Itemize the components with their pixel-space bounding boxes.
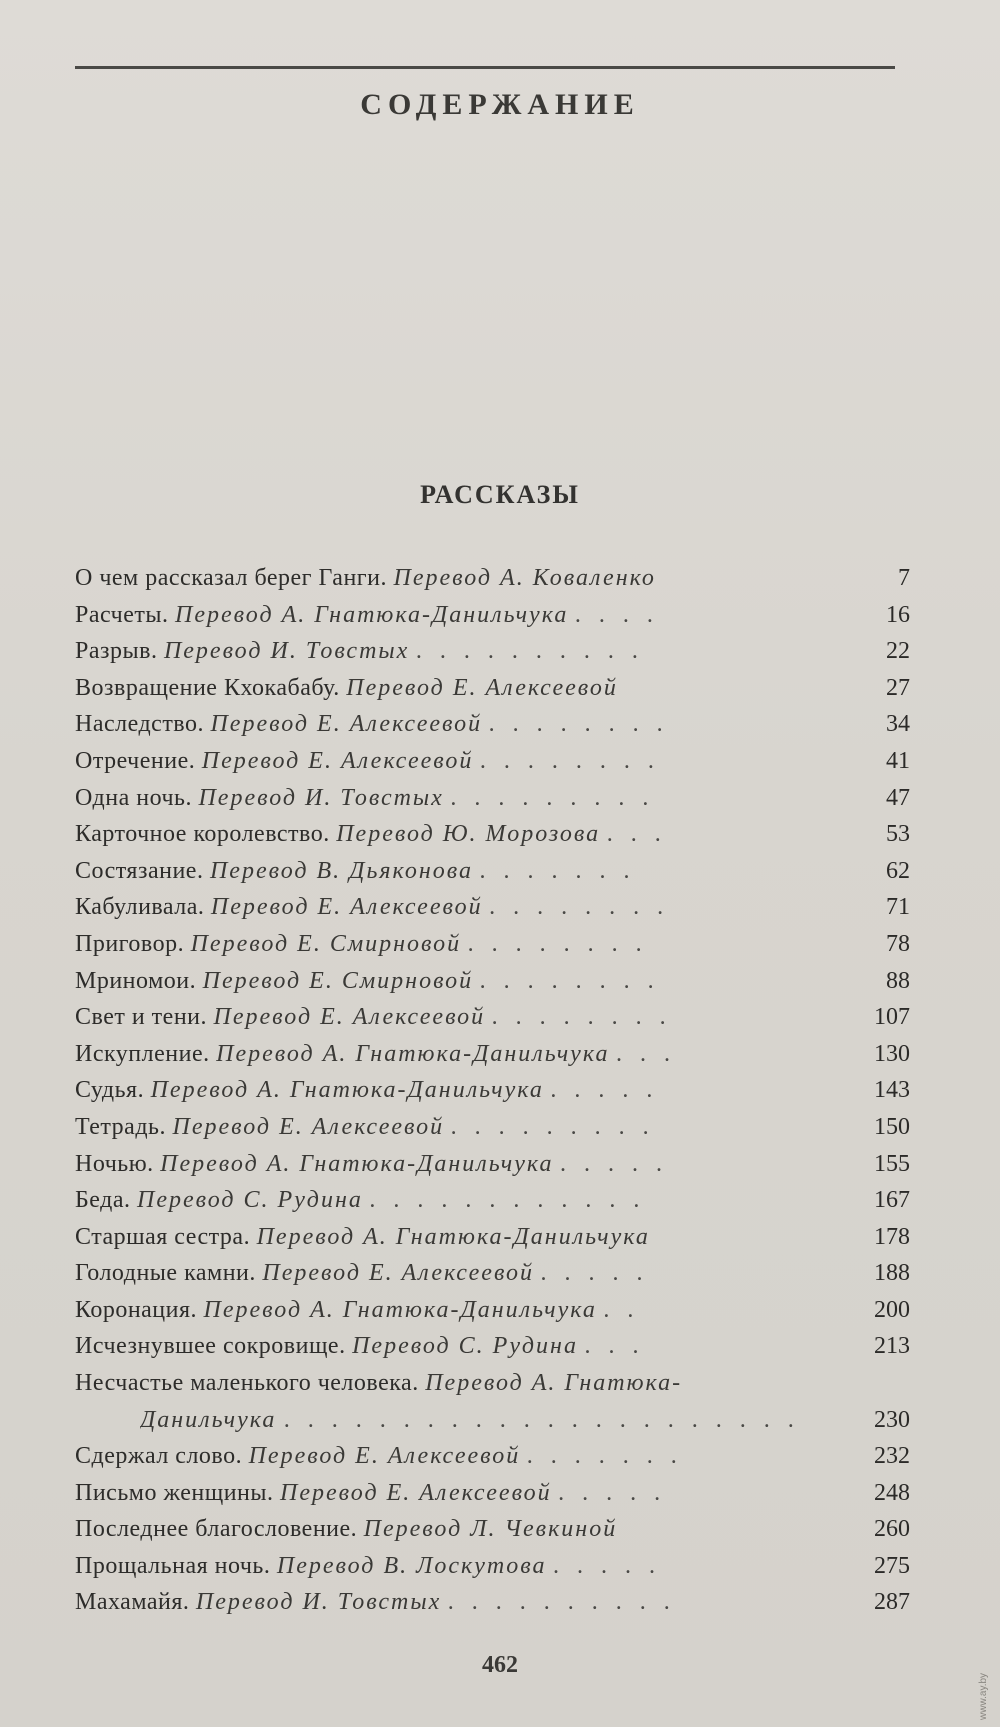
toc-entry	[75, 1328, 910, 1365]
toc-entry	[75, 780, 910, 817]
page-number: 462	[482, 1652, 518, 1678]
toc-entry	[75, 1438, 910, 1475]
entry-page-number: 178	[874, 1223, 910, 1250]
translator-credit: Перевод С. Рудина	[136, 1187, 363, 1214]
toc-entry	[75, 1146, 910, 1183]
toc-entry	[75, 1511, 910, 1548]
leader-dots: . . . . . . . . .	[450, 784, 655, 811]
toc-entry	[75, 670, 910, 707]
top-rule	[75, 66, 895, 69]
story-title: Несчастье маленького человека.	[75, 1370, 419, 1397]
translator-credit: Перевод А. Гнатюка-Данильчука	[203, 1296, 597, 1323]
toc-entry-text	[75, 1219, 835, 1256]
toc-entry-text	[75, 1292, 835, 1329]
leader-dots: . . . . . . . . .	[450, 1113, 655, 1140]
translator-credit: Перевод А. Гнатюка-	[425, 1370, 683, 1397]
translator-credit: Перевод И. Товстых	[195, 1589, 442, 1616]
toc-entry-text	[75, 816, 835, 853]
translator-credit: Перевод В. Дьяконова	[209, 857, 473, 884]
translator-credit: Перевод А. Гнатюка-Данильчука	[160, 1150, 554, 1177]
leader-dots: . . . . . . . . . .	[447, 1589, 676, 1616]
watermark-text: www.ay.by	[978, 1672, 989, 1720]
leader-dots: . . . . . . .	[479, 857, 636, 884]
toc-entry-text	[75, 706, 835, 743]
leader-dots: . . .	[606, 821, 667, 848]
entry-page-number: 232	[874, 1443, 910, 1470]
toc-entry-text	[75, 1146, 835, 1183]
continuation-text: Данильчука	[140, 1406, 277, 1433]
story-title: Искупление.	[75, 1040, 210, 1067]
translator-credit: Перевод И. Товстых	[163, 638, 410, 665]
toc-entry	[75, 889, 910, 926]
entry-page-number: 130	[874, 1040, 910, 1067]
toc-entry-text	[75, 889, 835, 926]
toc-entry-text	[75, 1036, 835, 1073]
story-title: Исчезнувшее сокровище.	[75, 1333, 346, 1360]
toc-entry	[75, 560, 910, 597]
leader-dots: . . . . .	[552, 1552, 661, 1579]
translator-credit: Перевод А. Коваленко	[393, 565, 656, 591]
translator-credit: Перевод А. Гнатюка-Данильчука	[175, 601, 569, 628]
toc-entry-text	[75, 1511, 835, 1548]
toc-entry-text	[75, 780, 835, 817]
toc-entry	[75, 926, 910, 963]
toc-entry	[75, 1182, 910, 1219]
toc-entry-text	[75, 1072, 835, 1109]
story-title: Судья.	[75, 1077, 145, 1104]
watermark	[974, 1660, 994, 1720]
entry-page-number: 71	[886, 894, 910, 921]
toc-entry	[75, 1219, 910, 1256]
entry-page-number: 150	[874, 1113, 910, 1140]
entry-page-number: 41	[886, 747, 910, 774]
toc-entry-text	[75, 1365, 835, 1402]
entry-page-number: 188	[874, 1260, 910, 1287]
story-title: Карточное королевство.	[75, 821, 330, 848]
toc-entry	[75, 597, 910, 634]
toc-entry	[75, 1292, 910, 1329]
translator-continuation	[140, 1402, 840, 1439]
story-title: Сдержал слово.	[75, 1443, 243, 1470]
story-title: Отречение.	[75, 747, 196, 774]
toc-entry-text	[75, 1328, 835, 1365]
leader-dots: . . . . . . . .	[467, 930, 648, 957]
story-title: Свет и тени.	[75, 1004, 208, 1031]
story-title: Коронация.	[75, 1296, 198, 1323]
toc-entry	[75, 1109, 910, 1146]
toc-entry-text	[75, 1475, 835, 1512]
story-title: О чем рассказал берег Ганги.	[75, 565, 387, 591]
entry-page-number: 53	[886, 821, 910, 848]
toc-entry-text	[75, 670, 835, 707]
toc-entry-text	[75, 633, 835, 670]
entry-page-number: 287	[874, 1589, 910, 1616]
story-title: Беда.	[75, 1187, 131, 1214]
entry-page-number: 27	[886, 674, 910, 701]
entry-page-number: 16	[886, 601, 910, 628]
section-title: РАССКАЗЫ	[420, 480, 580, 509]
toc-entry	[75, 1365, 910, 1438]
story-title: Последнее благословение.	[75, 1516, 358, 1543]
translator-credit: Перевод Е. Алексеевой	[172, 1113, 445, 1140]
translator-credit: Перевод Е. Смирновой	[202, 967, 474, 994]
leader-dots: . .	[603, 1296, 640, 1323]
translator-credit: Перевод Е. Алексеевой	[248, 1443, 521, 1470]
contents-title: СОДЕРЖАНИЕ	[360, 88, 640, 121]
toc-entry	[75, 1072, 910, 1109]
leader-dots: . . . . .	[559, 1150, 668, 1177]
story-title: Разрыв.	[75, 638, 158, 665]
entry-page-number: 7	[898, 565, 910, 591]
toc-entry-text	[75, 1109, 835, 1146]
table-of-contents	[75, 560, 910, 1621]
translator-credit: Перевод Е. Алексеевой	[280, 1479, 552, 1506]
story-title: Одна ночь.	[75, 784, 192, 811]
entry-page-number: 155	[874, 1150, 910, 1177]
toc-entry	[75, 1255, 910, 1292]
leader-dots: . . . . . . .	[526, 1443, 683, 1470]
leader-dots: . . .	[584, 1333, 645, 1360]
translator-credit: Перевод А. Гнатюка-Данильчука	[256, 1223, 650, 1250]
toc-entry-text	[75, 560, 835, 597]
leader-dots: . . . . . . . .	[479, 967, 660, 994]
leader-dots: . . . . . . . .	[488, 711, 669, 738]
story-title: Голодные камни.	[75, 1260, 256, 1287]
toc-entry	[75, 743, 910, 780]
toc-entry	[75, 633, 910, 670]
entry-page-number: 230	[874, 1406, 910, 1433]
translator-credit: Перевод Е. Алексеевой	[210, 894, 483, 921]
toc-entry	[75, 1036, 910, 1073]
entry-page-number: 47	[886, 784, 910, 811]
translator-credit: Перевод Е. Алексеевой	[346, 674, 618, 701]
toc-entry-text	[75, 1182, 835, 1219]
toc-entry-text	[75, 963, 835, 1000]
toc-entry-text	[75, 1584, 835, 1621]
translator-credit: Перевод Е. Смирновой	[190, 930, 462, 957]
toc-entry	[75, 1548, 910, 1585]
translator-credit: Перевод А. Гнатюка-Данильчука	[150, 1077, 544, 1104]
leader-dots: . . . . . . . .	[491, 1004, 672, 1031]
entry-page-number: 275	[874, 1552, 910, 1579]
story-title: Возвращение Кхокабабу.	[75, 674, 340, 701]
entry-page-number: 248	[874, 1479, 910, 1506]
translator-credit: Перевод А. Гнатюка-Данильчука	[216, 1040, 610, 1067]
entry-page-number: 34	[886, 711, 910, 738]
translator-credit: Перевод С. Рудина	[352, 1333, 578, 1360]
leader-dots: . . . . .	[558, 1479, 667, 1506]
toc-entry	[75, 706, 910, 743]
entry-page-number: 88	[886, 967, 910, 994]
leader-dots: . . . . . . . .	[489, 894, 670, 921]
translator-credit: Перевод И. Товстых	[198, 784, 444, 811]
toc-entry	[75, 963, 910, 1000]
toc-entry	[75, 853, 910, 890]
translator-credit: Перевод Е. Алексеевой	[213, 1004, 486, 1031]
story-title: Тетрадь.	[75, 1113, 166, 1140]
story-title: Состязание.	[75, 857, 204, 884]
toc-entry-text	[75, 743, 835, 780]
story-title: Старшая сестра.	[75, 1223, 251, 1250]
story-title: Расчеты.	[75, 601, 169, 628]
entry-page-number: 62	[886, 857, 910, 884]
story-title: Наследство.	[75, 711, 204, 738]
toc-entry	[75, 999, 910, 1036]
toc-entry-text	[75, 1548, 835, 1585]
translator-credit: Перевод Е. Алексеевой	[201, 747, 474, 774]
toc-entry-text	[75, 926, 835, 963]
toc-entry-text	[75, 1438, 835, 1475]
translator-credit: Перевод В. Лоскутова	[276, 1552, 547, 1579]
entry-page-number: 78	[886, 930, 910, 957]
story-title: Ночью.	[75, 1150, 154, 1177]
leader-dots: . . . . .	[540, 1260, 649, 1287]
entry-page-number: 22	[886, 638, 910, 665]
entry-page-number: 213	[874, 1333, 910, 1360]
toc-entry	[75, 1584, 910, 1621]
toc-entry-text	[75, 597, 835, 634]
story-title: Приговор.	[75, 930, 185, 957]
translator-credit: Перевод Ю. Морозова	[336, 821, 601, 848]
story-title: Прощальная ночь.	[75, 1552, 271, 1579]
leader-dots: . . . . . . . . . . . .	[369, 1187, 646, 1214]
story-title: Письмо женщины.	[75, 1479, 274, 1506]
entry-page-number: 143	[874, 1077, 910, 1104]
entry-page-number: 107	[874, 1004, 910, 1031]
leader-dots: . . . .	[574, 601, 659, 628]
leader-dots: . . . . . . . .	[479, 747, 660, 774]
entry-page-number: 200	[874, 1296, 910, 1323]
toc-entry	[75, 1475, 910, 1512]
leader-dots: . . . . . . . . . .	[415, 638, 644, 665]
leader-dots: . . . . .	[550, 1077, 659, 1104]
translator-credit: Перевод Е. Алексеевой	[210, 711, 483, 738]
story-title: Махамайя.	[75, 1589, 190, 1616]
story-title: Мриномои.	[75, 967, 197, 994]
story-title: Кабуливала.	[75, 894, 205, 921]
entry-page-number: 167	[874, 1187, 910, 1214]
leader-dots: . . . . . . . . . . . . . . . . . . . . . .	[284, 1406, 801, 1433]
toc-entry	[75, 816, 910, 853]
translator-credit: Перевод Л. Чевкиной	[363, 1516, 618, 1543]
translator-credit: Перевод Е. Алексеевой	[262, 1260, 535, 1287]
toc-entry-text	[75, 1255, 835, 1292]
entry-page-number: 260	[874, 1516, 910, 1543]
toc-entry-text	[75, 853, 835, 890]
leader-dots: . . .	[615, 1040, 676, 1067]
toc-entry-text	[75, 999, 835, 1036]
